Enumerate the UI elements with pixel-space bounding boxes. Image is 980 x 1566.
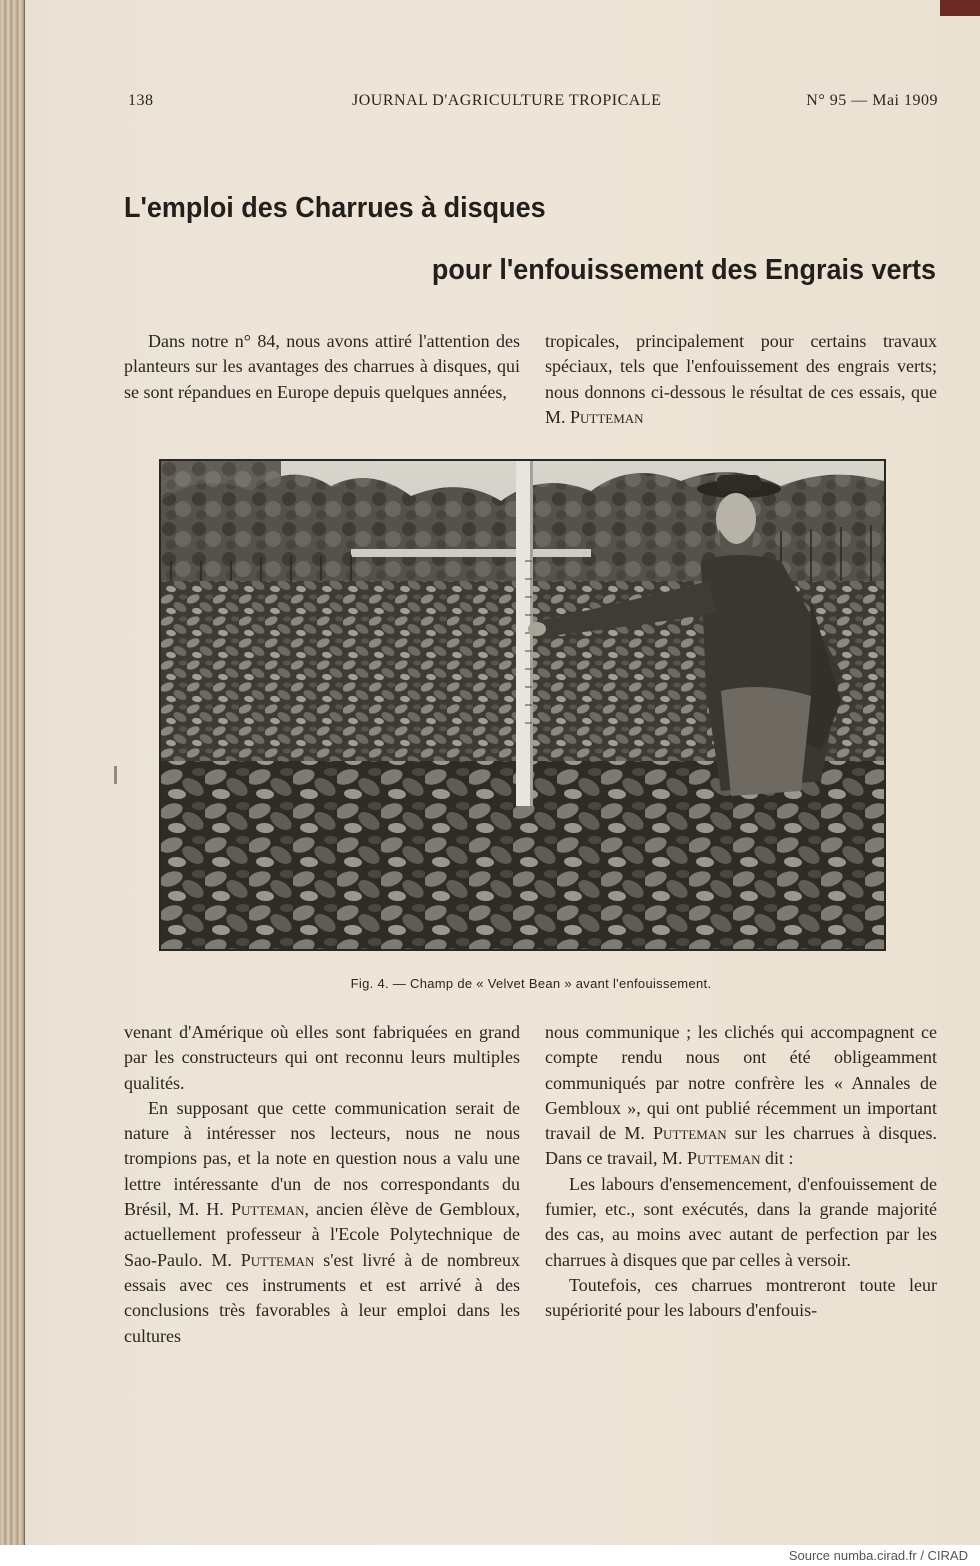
author-name: Putteman — [653, 1123, 727, 1144]
text-run: tropicales, principalement pour certains travaux spéciaux, tels que l'enfouissement des engrais verts; nous donnons ci-dessous le résultat de ces essais, que M. — [545, 331, 937, 427]
issue-number: N° 95 — Mai 1909 — [806, 92, 938, 109]
paragraph — [545, 1020, 937, 1172]
paragraph: Les labours d'ensemencement, d'enfouissement de fumier, etc., sont exécutés, dans la grande majorité des cas, au moins avec autant de perfection par les charrues à disques que par celles à versoir. — [545, 1173, 937, 1270]
paragraph: Dans notre n° 84, nous avons attiré l'attention des planteurs sur les avantages des charrues à disques, qui se sont répandues en Europe depuis quelques années, — [124, 331, 520, 402]
article-title-line2: pour l'enfouissement des Engrais verts — [431, 254, 936, 286]
field-photo-illustration — [161, 461, 884, 949]
text-run: sur les charrues à disques. Dans ce travail, M. — [545, 1123, 937, 1169]
author-name: Putteman — [686, 1148, 761, 1169]
margin-mark — [114, 766, 117, 784]
text-run: s'est livré à de nombreux essais avec ces instruments et est arrivé à des conclusions très favorables à leur emploi dans les cultures — [124, 1249, 520, 1346]
article-title-line1: L'emploi des Charrues à disques — [124, 192, 546, 224]
paragraph: venant d'Amérique où elles sont fabriquées en grand par les constructeurs qui ont reconnu leurs multiples qualités. — [124, 1022, 520, 1093]
text-run: nous communique ; les clichés qui accompagnent ce compte rendu nous ont été obligeamment communiqués par notre confrère les « Annales de Gembloux », qui ont publié récemment un important travail de M. — [545, 1022, 937, 1144]
text-run: dit : — [765, 1148, 794, 1169]
source-credit: Source numba.cirad.fr / CIRAD — [788, 1548, 968, 1563]
column-top-right — [545, 329, 937, 430]
journal-title: JOURNAL D'AGRICULTURE TROPICALE — [352, 92, 662, 109]
binding-tab — [940, 0, 980, 16]
paragraph — [545, 329, 937, 430]
book-page-edges — [0, 0, 25, 1545]
author-name: Putteman — [230, 1199, 305, 1220]
text-run: , ancien élève de Gembloux, actuellement professeur à l'Ecole Polytechnique de Sao-Paulo. M. — [124, 1199, 521, 1270]
figure-caption: Fig. 4. — Champ de « Velvet Bean » avant l'enfouissement. — [350, 976, 712, 991]
author-name: Putteman — [240, 1249, 315, 1270]
column-bottom-left — [124, 1020, 520, 1349]
column-bottom-right — [545, 1020, 937, 1324]
page-number: 138 — [128, 92, 154, 109]
running-header — [124, 92, 938, 114]
figure-photo-velvet-bean-field — [159, 459, 886, 951]
paragraph — [124, 1096, 520, 1349]
column-top-left — [124, 329, 520, 405]
paragraph: Toutefois, ces charrues montreront toute leur supériorité pour les labours d'enfouis- — [545, 1274, 937, 1321]
author-name: Putteman — [570, 406, 644, 427]
text-run: En supposant que cette communication serait de nature à intéresser nos lecteurs, nous ne nous trompions pas, et la note en question nous a valu une lettre intéressante d'un de nos correspondants du Brésil, M. H. — [124, 1097, 520, 1220]
